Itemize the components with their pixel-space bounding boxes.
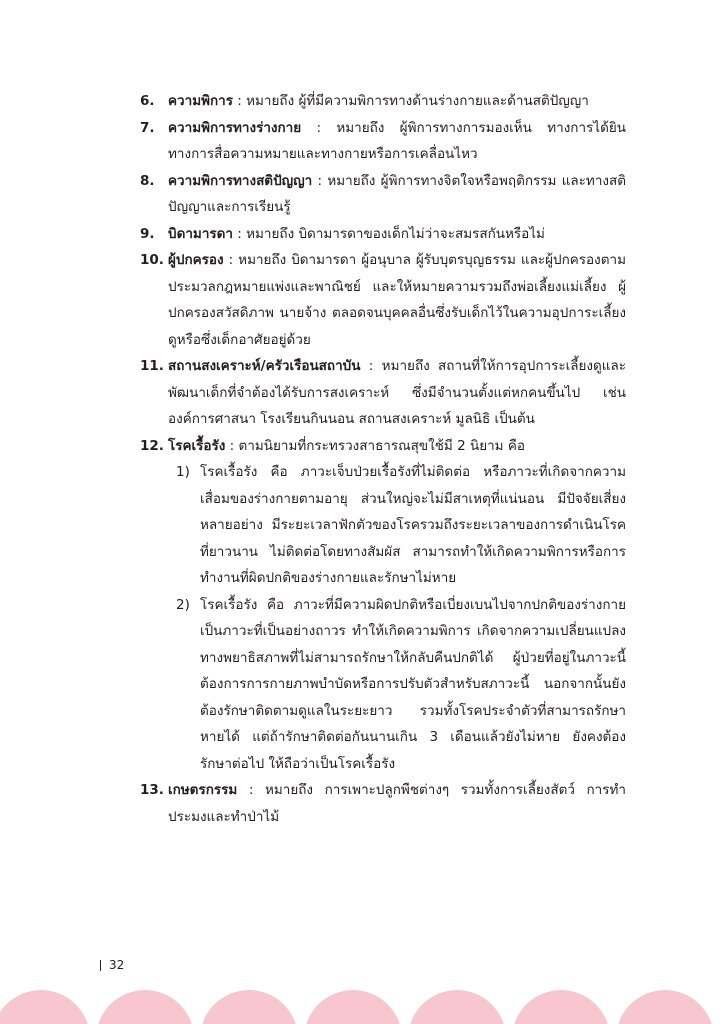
item-term: บิดามารดา	[168, 225, 233, 242]
item-number: 10.	[140, 252, 164, 268]
sub-definition-2	[140, 592, 626, 778]
decorative-circle	[408, 990, 506, 1024]
sub-item-text: โรคเรื้อรัง คือ ภาวะที่มีความผิดปกติหรือเบี่ยงเบนไปจากปกติของร่างกาย เป็นภาวะที่เป็นอย่างถาวร ทำให้เกิดความพิการ เกิดจากความเปลี่ยนแปลงทางพยาธิสภาพที่ไม่สามารถรักษาให้กลับคืนปกติได้ ผู้ป่วยที่อยู่ในภาวะนี้ต้องการการกายภาพบำบัดหรือการปรับตัวสำหรับสภาวะนี้ นอกจากนั้นยังต้องรักษาติดตามดูแลในระยะยาว รวมทั้งโรคประจำตัวที่สามารถรักษาหายได้ แต่ถ้ารักษาติดต่อกันนานเกิน 3 เดือนแล้วยังไม่หาย ยังคงต้องรักษาต่อไป ให้ถือว่าเป็นโรคเรื้อรัง	[200, 596, 626, 772]
decorative-circle-band	[0, 990, 724, 1024]
item-definition: : หมายถึง ผู้พิการทางจิตใจหรือพฤติกรรม และทางสติปัญญาและการเรียนรู้	[168, 172, 626, 215]
decorative-circle	[0, 990, 90, 1024]
decorative-circle	[304, 990, 402, 1024]
page-footer	[100, 958, 124, 972]
item-term: สถานสงเคราะห์/ครัวเรือนสถาบัน	[168, 358, 361, 374]
item-number: 6.	[140, 93, 155, 109]
item-definition: : หมายถึง ผู้ที่มีความพิการทางด้านร่างกายและด้านสติปัญญา	[233, 93, 589, 109]
item-definition: : หมายถึง ผู้พิการทางการมองเห็น ทางการได้ยิน ทางการสื่อความหมายและทางกายหรือการเคลื่อนไหว	[168, 119, 626, 162]
definition-item-9	[140, 221, 626, 248]
document-body	[140, 88, 626, 830]
sub-item-number: 2)	[176, 596, 190, 613]
item-term: ความพิการทางสติปัญญา	[168, 172, 313, 189]
item-term: ผู้ปกครอง	[168, 252, 224, 268]
item-number: 12.	[140, 437, 164, 454]
item-number: 8.	[140, 172, 155, 189]
decorative-circle	[512, 990, 610, 1024]
sub-item-text: โรคเรื้อรัง คือ ภาวะเจ็บป่วยเรื้อรังที่ไม่ติดต่อ หรือภาวะที่เกิดจากความเสื่อมของร่างกายตามอายุ ส่วนใหญ่จะไม่มีสาเหตุที่แน่นอน มีปัจจัยเสี่ยงหลายอย่าง มีระยะเวลาฟักตัวของโรครวมถึงระยะเวลาของการดำเนินโรคที่ยาวนาน ไม่ติดต่อโดยทางสัมผัส สามารถทำให้เกิดความพิการหรือการทำงานที่ผิดปกติของร่างกายและรักษาไม่หาย	[200, 464, 626, 586]
definition-item-13	[140, 777, 626, 830]
item-number: 13.	[140, 782, 164, 798]
definition-item-10	[140, 247, 626, 353]
page-number: 32	[109, 958, 125, 972]
item-definition: : หมายถึง สถานที่ให้การอุปการะเลี้ยงดูและพัฒนาเด็กที่จำต้องได้รับการสงเคราะห์ ซึ่งมีจำนวนตั้งแต่หกคนขึ้นไป เช่น องค์การศาสนา โรงเรียนกินนอน สถานสงเคราะห์ มูลนิธิ เป็นต้น	[168, 358, 626, 427]
item-term: ความพิการ	[168, 93, 233, 109]
item-definition: : หมายถึง บิดามารดา ผู้อนุบาล ผู้รับบุตรบุญธรรม และผู้ปกครองตามประมวลกฎหมายแพ่งและพาณิชย์ และให้หมายความรวมถึงพ่อเลี้ยงแม่เลี้ยง ผู้ปกครองสวัสดิภาพ นายจ้าง ตลอดจนบุคคลอื่นซึ่งรับเด็กไว้ในความอุปการะเลี้ยงดูหรือซึ่งเด็กอาศัยอยู่ด้วย	[168, 252, 626, 348]
item-number: 7.	[140, 119, 155, 136]
definition-item-8	[140, 168, 626, 221]
definition-item-12	[140, 433, 626, 460]
footer-divider	[100, 960, 101, 971]
item-term: เกษตรกรรม	[168, 782, 238, 798]
definition-item-6	[140, 88, 626, 115]
item-definition: : หมายถึง บิดามารดาของเด็กไม่ว่าจะสมรสกันหรือไม่	[233, 225, 545, 242]
item-number: 11.	[140, 358, 164, 374]
item-term: ความพิการทางร่างกาย	[168, 119, 302, 136]
definition-item-11	[140, 353, 626, 433]
item-definition: : หมายถึง การเพาะปลูกพืชต่างๆ รวมทั้งการเลี้ยงสัตว์ การทำประมงและทำป่าไม้	[168, 782, 626, 825]
item-term: โรคเรื้อรัง	[168, 437, 226, 454]
decorative-circle	[96, 990, 194, 1024]
decorative-circle	[200, 990, 298, 1024]
sub-definition-1	[140, 459, 626, 592]
sub-item-number: 1)	[176, 464, 190, 480]
item-number: 9.	[140, 225, 155, 242]
item-definition: : ตามนิยามที่กระทรวงสาธารณสุขใช้มี 2 นิยาม คือ	[225, 437, 526, 454]
decorative-circle	[616, 990, 714, 1024]
definition-item-7	[140, 115, 626, 168]
